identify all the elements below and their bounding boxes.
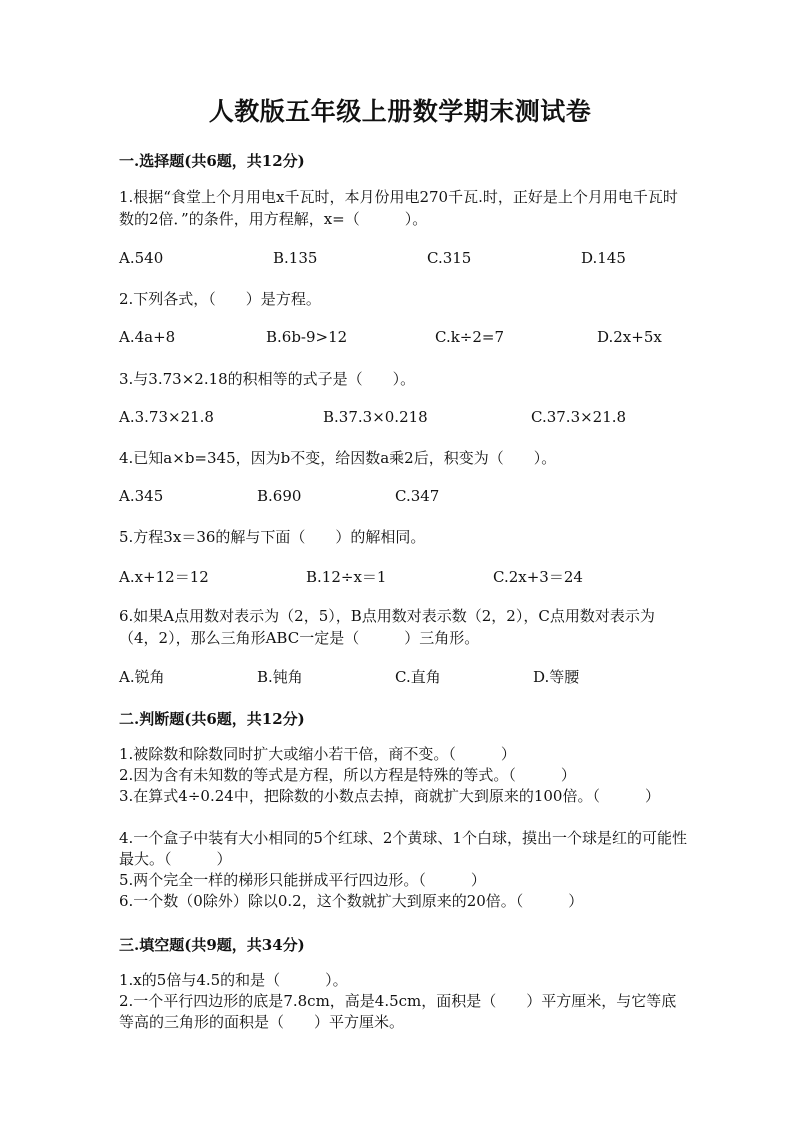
- judgement-item-5: 5.两个完全一样的梯形只能拼成平行四边形。（ ）: [119, 871, 486, 889]
- exam-title: 人教版五年级上册数学期末测试卷: [208, 97, 592, 126]
- option-a: A.540: [119, 249, 164, 267]
- option-d: D.145: [581, 249, 626, 267]
- option-c: C.347: [395, 487, 440, 505]
- option-d: D.等腰: [533, 668, 580, 686]
- question-6: 6.如果A点用数对表示为（2，5），B点用数对表示数（2，2），C点用数对表示为（4，2），那么三角形ABC一定是（ ）三角形。: [119, 607, 655, 647]
- option-a: A.3.73×21.8: [119, 408, 214, 426]
- judgement-item-6: 6.一个数（0除外）除以0.2，这个数就扩大到原来的20倍。（ ）: [119, 892, 584, 910]
- option-b: B.37.3×0.218: [323, 408, 428, 426]
- option-a: A.4a+8: [119, 328, 176, 346]
- section-heading-judgement: 二.判断题(共6题，共12分): [119, 710, 305, 728]
- fill-blank-item-2: 2.一个平行四边形的底是7.8cm，高是4.5cm，面积是（ ）平方厘米，与它等底等高的三角形的面积是（ ）平方厘米。: [119, 992, 677, 1031]
- section-heading-choice: 一.选择题(共6题，共12分): [119, 152, 305, 170]
- question-5: 5.方程3x＝36的解与下面（ ）的解相同。: [119, 528, 426, 546]
- option-c: C.k÷2=7: [435, 328, 505, 346]
- option-c: C.37.3×21.8: [531, 408, 627, 426]
- judgement-item-1: 1.被除数和除数同时扩大或缩小若干倍，商不变。（ ）: [119, 745, 516, 763]
- option-d: D.2x+5x: [597, 328, 662, 346]
- option-a: A.锐角: [119, 668, 165, 686]
- question-4: 4.已知a×b=345，因为b不变，给因数a乘2后，积变为（ ）。: [119, 449, 557, 467]
- option-b: B.6b-9>12: [266, 328, 348, 346]
- section-heading-fill-blank: 三.填空题(共9题，共34分): [119, 936, 305, 954]
- judgement-item-4: 4.一个盒子中装有大小相同的5个红球、2个黄球、1个白球，摸出一个球是红的可能性最大。（ ）: [119, 829, 687, 868]
- judgement-item-2: 2.因为含有未知数的等式是方程，所以方程是特殊的等式。（ ）: [119, 766, 576, 784]
- question-3: 3.与3.73×2.18的积相等的式子是（ ）。: [119, 370, 416, 388]
- option-b: B.钝角: [257, 668, 303, 686]
- option-c: C.315: [427, 249, 472, 267]
- fill-blank-item-1: 1.x的5倍与4.5的和是（ ）。: [119, 971, 348, 989]
- option-b: B.135: [273, 249, 318, 267]
- option-c: C.2x+3＝24: [493, 568, 583, 586]
- question-2: 2.下列各式，（ ）是方程。: [119, 290, 321, 308]
- option-c: C.直角: [395, 668, 441, 686]
- option-a: A.345: [119, 487, 164, 505]
- option-a: A.x+12＝12: [119, 568, 209, 586]
- question-1: 1.根据“食堂上个月用电x千瓦时，本月份用电270千瓦.时，正好是上个月用电千瓦时数的2倍．”的条件，用方程解，x=（ ）。: [119, 188, 678, 228]
- judgement-item-3: 3.在算式4÷0.24中，把除数的小数点去掉，商就扩大到原来的100倍。（ ）: [119, 787, 660, 805]
- option-b: B.12÷x＝1: [306, 568, 387, 586]
- option-b: B.690: [257, 487, 302, 505]
